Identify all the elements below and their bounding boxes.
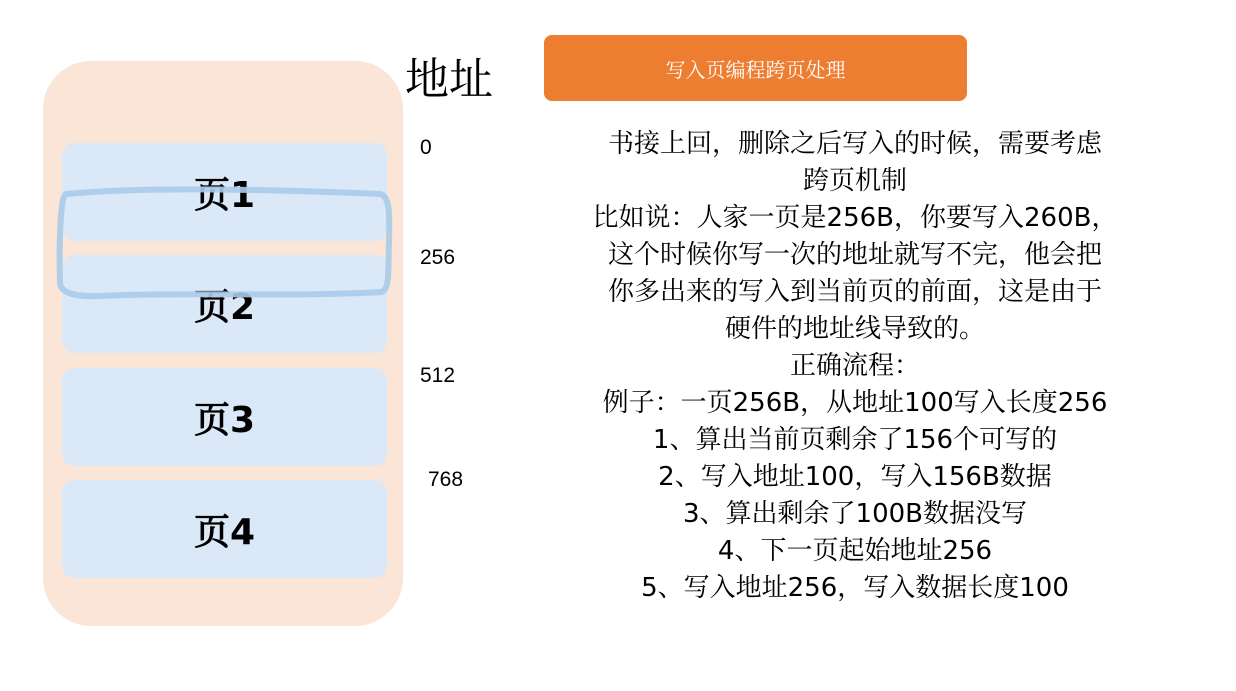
text-line: 2、写入地址100，写入156B数据	[658, 462, 1052, 492]
text-line: 比如说：人家一页是256B，你要写入260B，	[592, 203, 1118, 233]
page-2	[62, 255, 387, 353]
text-line: 你多出来的写入到当前页的前面，这是由于	[607, 277, 1102, 307]
text-line: 3、算出剩余了100B数据没写	[682, 499, 1027, 529]
address-title: 地址	[405, 54, 493, 105]
text-line: 硬件的地址线导致的。	[724, 314, 985, 344]
page-4-label: 页4	[193, 511, 256, 553]
text-line: 书接上回，删除之后写入的时候，需要考虑	[607, 129, 1102, 159]
banner-text: 写入页编程跨页处理	[665, 57, 846, 82]
page-1-label: 页1	[193, 174, 256, 216]
page-2-label: 页2	[193, 286, 256, 328]
address-label-256: 256	[420, 246, 456, 269]
text-line: 5、写入地址256，写入数据长度100	[641, 573, 1069, 603]
text-line: 正确流程：	[789, 351, 920, 381]
page-3-label: 页3	[193, 399, 256, 441]
text-line: 1、算出当前页剩余了156个可写的	[652, 425, 1058, 455]
page-4	[62, 480, 387, 578]
text-line: 跨页机制	[802, 166, 907, 196]
text-line: 例子：一页256B，从地址100写入长度256	[602, 388, 1108, 418]
address-label-512: 512	[420, 364, 456, 387]
text-line: 4、下一页起始地址256	[717, 536, 993, 566]
page-3	[62, 368, 387, 466]
address-label-768: 768	[428, 468, 464, 491]
address-label-0: 0	[420, 136, 432, 159]
page-1	[62, 143, 387, 241]
title-banner	[544, 35, 967, 101]
explanation-text	[550, 126, 1160, 607]
text-line: 这个时候你写一次的地址就写不完，他会把	[607, 240, 1102, 270]
